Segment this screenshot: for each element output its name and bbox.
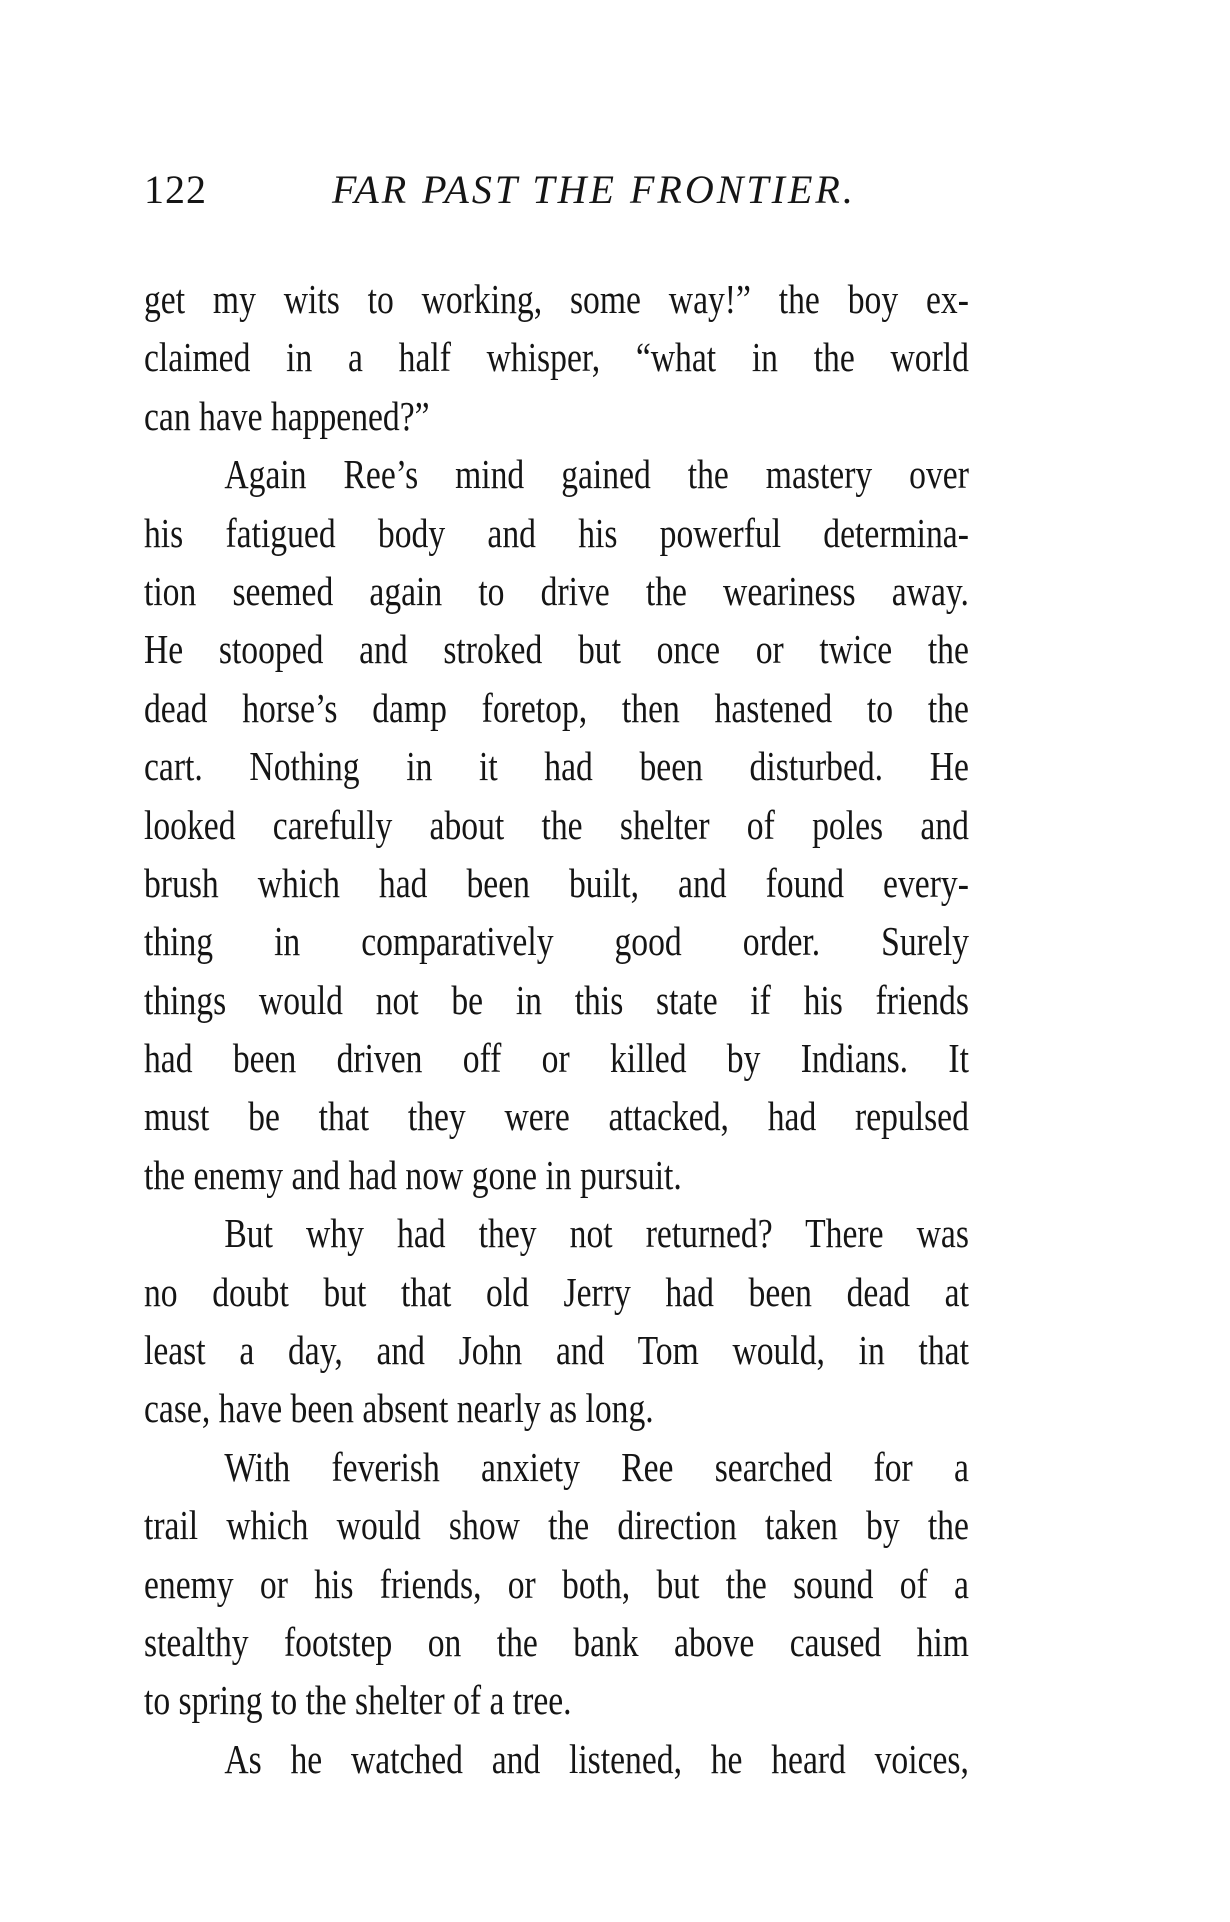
text-line: cart. Nothing in it had been disturbed. He [144,743,969,790]
text-line: Again Ree’s mind gained the mastery over [224,451,969,498]
text-line: As he watched and listened, he heard voices, [224,1735,969,1782]
text-line: brush which had been built, and found every- [144,859,969,906]
text-line: things would not be in this state if his friends [144,976,969,1023]
text-line: With feverish anxiety Ree searched for a [224,1443,969,1490]
text-line: He stooped and stroked but once or twice the [144,626,969,673]
text-line: thing in comparatively good order. Surely [144,918,969,965]
text-line: had been driven off or killed by Indians. It [144,1035,969,1082]
text-line: claimed in a half whisper, “what in the world [144,334,969,381]
text-line: can have happened?” [144,392,430,439]
running-head [144,160,960,220]
text-line: least a day, and John and Tom would, in that [144,1327,969,1374]
text-line: no doubt but that old Jerry had been dead at [144,1268,969,1315]
page-number: 122 [144,167,207,212]
text-line: tion seemed again to drive the weariness away. [144,567,969,614]
text-line: the enemy and had now gone in pursuit. [144,1151,682,1198]
text-line: his fatigued body and his powerful determina- [144,509,969,556]
text-line: dead horse’s damp foretop, then hastened to the [144,684,969,731]
text-line: stealthy footstep on the bank above caused him [144,1618,969,1665]
text-line: enemy or his friends, or both, but the sound of a [144,1560,969,1607]
text-line: get my wits to working, some way!” the boy ex- [144,276,969,322]
book-title: FAR PAST THE FRONTIER. [332,167,856,212]
text-line: must be that they were attacked, had repulsed [144,1093,969,1140]
text-line: But why had they not returned? There was [224,1210,969,1257]
body-text [144,270,969,1788]
text-line: trail which would show the direction taken by the [144,1502,969,1549]
text-line: case, have been absent nearly as long. [144,1385,654,1432]
text-line: to spring to the shelter of a tree. [144,1677,572,1724]
text-line: looked carefully about the shelter of poles and [144,801,969,848]
